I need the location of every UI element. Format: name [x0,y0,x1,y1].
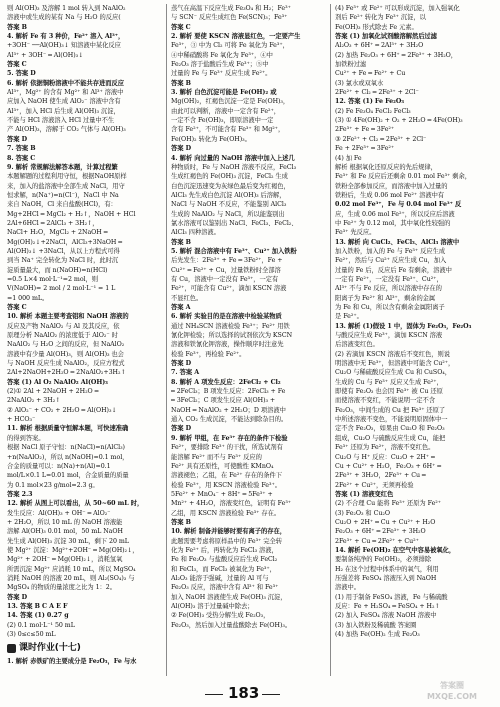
text-line: 能溶解 Fe²⁺ 而不与 Fe³⁺ 反应的 [171,453,262,461]
text-line: Cu + Cu²⁺ + H₂O，Fe₂O₃ + 6H⁺ ═ [335,462,442,470]
text-line: 答案 D [171,360,192,368]
text-line: 蒸气在高温下反应生成 Fe₃O₄ 和 H₂；Fe³⁺ [171,5,291,12]
text-line: 14. 解析 Fe(OH)₂ 在空气中容易被氧化， [335,546,456,554]
text-line: 通过 NH₄SCN 溶液检验 Fe³⁺；Fe²⁺ 用铁 [171,322,290,330]
text-line: (2)① 2Al + 2NaOH + 2H₂O ═ [7,388,99,396]
watermark-line: 答案圈 [440,681,464,690]
text-line: ② Fe(OH)₃ 受热分解生成 Fe₂O₃， [171,612,270,620]
text-line: 11. 解析 根据质量守恒解本题，可快速准确 [7,425,129,433]
text-line: + HCO₃⁻ [7,416,36,424]
text-line: 检验 Fe³⁺，用 KSCN 溶液检验 Fe³⁺。 [171,481,281,489]
text-line: (3) 0≤c≤50 mL [7,631,56,639]
text-line: 中 Fe²⁺ 为 0.12 mol，其中氧化性较强的 [335,219,451,227]
text-line: 2Fe³⁺ + Cu ═ 2Fe²⁺ + Cu²⁺ [335,537,419,545]
text-line: 剂后 Fe²⁺ 转化为 Fe³⁺ 沉淀，以 [335,14,426,22]
text-line: Fe²⁺，要排除 Fe³⁺ 的干扰，所选试剂有 [171,444,283,452]
text-line: 5Fe²⁺ + MnO₄⁻ + 8H⁺ ═ 5Fe³⁺ + [171,490,273,498]
text-line: 所需沉淀 Mg²⁺ 应消耗 10 mL，所以 MgSO₄ [7,565,136,573]
text-line: Al³⁺ + 3OH⁻ ═ Al(OH)₃↓ [7,51,84,59]
text-line: 1. 解析 赤铁矿的主要成分是 Fe₂O₃，Fe 与水 [7,658,137,666]
page-number: 183 [228,684,260,702]
text-line: 2Fe²⁺ + Cu²⁺，无须再检验 [335,481,414,489]
text-line: 5. 答案 D [7,70,36,78]
text-line: (2) 0.1 mol·L⁻¹ 50 mL [7,621,75,629]
text-line: 种物质时，Fe 与 NaOH 溶液不反应，FeCl₃ [171,163,297,171]
text-line: Al(OH)₃↓ +3NaCl，从以上方程式可得 [7,247,120,255]
text-line: 与酸反应生成 Fe³⁺，滴加 KSCN 溶液 [335,332,443,340]
text-line: (2) 加入 FeSO₄ 溶液 NaOH 溶液中 [335,612,437,620]
text-line: 后先发生：2Fe³⁺ + Fe ═ 3Fe²⁺，Fe + [171,257,283,265]
text-line: 产 Al(OH)₃，溶解于 CO₂ 气体与 Al(OH)₃ [7,126,126,134]
text-line: 答案 B [171,79,191,87]
text-line: 溶液中或生成的某有 Na 与 H₂O 的反应( [7,14,121,22]
text-line: mol/L×0.1 L=0.01 mol，合金质量的质量 [7,472,129,480]
text-line: NaAlO₂ 与 H₂O 之间的反应，但 NaAlO₂ [7,341,125,349]
text-line: 4. 解析 向过量的 NaOH 溶液中加入上述几 [171,154,295,162]
text-line: 与 SCN⁻ 反应生成红色 Fe(SCN)₃；Fe³⁺ [171,14,288,22]
text-line: 消耗 NaOH 的溶液 20 mL，则 Al₂(SO₄)₃ 与 [7,574,135,582]
text-line: Fe₂O₃ 溶于盐酸后生成 Fe³⁺；⑤中 [171,61,269,69]
text-line: 12. 解析 从图上可以看出，从 50~60 mL 时， [7,500,144,508]
text-line: 由此可以判断，溶液中一定含有 Fe²⁺， [171,107,281,115]
text-line: 溶液褪色；乙组，在 Fe²⁺ 存在的条件下 [171,472,283,480]
text-line: 氰化钾检验；所以选择的试剂依次为 KSCN [171,332,293,340]
text-line: ④中稀硝酸将 Fe 氧化为 Fe³⁺，④中 [171,51,273,59]
text-line: 2Al+2NaOH+2H₂O ═ 2NaAlO₂+3H₂↑ [7,369,126,377]
text-line: (2) 若滴加 KSCN 溶液后不变红色，则说 [335,350,450,358]
text-line: 加入铁粉，加入的 Fe 与 Fe³⁺ 反应生成 [335,247,446,255]
text-line: 不显红色。 [171,294,203,302]
text-line: Al³⁺ 不与 Fe 反应，所以溶液中存在的 [335,285,442,293]
text-line: Fe + 2Fe³⁺ ═ 3Fe²⁺ [335,145,395,153]
text-line: 溶液中有少量 Al(OH)₃，则 Al(OH)₃ 也会 [7,350,124,358]
text-line: Al₂O₃ + 6H⁺ ═ 2Al³⁺ + 3H₂O [335,42,424,50]
text-line: AlCl₃ 四种溶液。 [171,229,220,237]
text-line: Fe(OH)₂ 转化为 Fe(OH)₃。 [171,135,251,143]
text-line: 铁粉全部参加反应，而溶液中加入过量的 [335,182,448,190]
text-line: 8. 解析 A 项发生反应：2FeCl₂ + Cl₂ [171,378,281,386]
text-line: Fe₂O₃，中间生成的 Cu 把 Fe³⁺ 还原了 [335,406,446,414]
text-line: 2Al+6HCl ═ 2AlCl₃ + 3H₂↑， [7,219,99,227]
answer-column-right [335,4,495,676]
text-line: 通入 CO₂ 生成沉淀，不能达到除杂目的。 [171,416,288,424]
text-line: 检验 Fe³⁺，再检验 Fe²⁺。 [171,350,246,358]
watermark-line: MXQE.COM [426,692,478,701]
text-line: 恒求解，n(Na⁺)=n(Cl⁻)，NaCl 中 Na [7,191,119,199]
text-line: 7. 答案 B [7,145,36,153]
text-line: Al₂O₃ 能溶于强碱，过量的 Al 可与 [171,574,269,582]
text-line: 8. 答案 C [7,154,36,162]
text-line: 解析 根据氧化还原反应的先后规律， [335,163,437,171]
text-line: (3) 加入铁粉及稀硫酸 答案圈 [335,621,417,629]
text-line: 溶液和铁氰化钾溶液，操作顺序时注意先 [171,341,284,349]
text-line: Fe(OH)₃ 形式除去 Fe 元素。 [335,23,418,31]
text-line: (4) 加热 Fe(OH)₂ 生成 Fe₂O₃ [335,631,420,639]
text-line: Cu²⁺ ═ Fe²⁺ + Cu，过量铁粉时全部溶 [171,266,281,274]
text-line: 使 Mg²⁺ 沉淀：Mg²⁺+2OH⁻ ═ Mg(OH)₂↓， [7,546,139,554]
text-line: 2Fe²⁺ + Cl₂ ═ 2Fe³⁺ + 2Cl⁻ [335,89,419,97]
text-line: 是 Fe²⁺。 [335,313,363,321]
text-line: Fe³⁺ 先反应。 [335,229,376,237]
text-line: 先生成 Al(OH)₃ 沉淀 30 mL，剩下 20 mL [7,537,129,545]
footer-dash-right [262,694,280,695]
text-line: Cu₂O 与稀硫酸反应生成 Cu 和 CuSO₄， [335,369,452,377]
text-line: 答案 (1) Al O₂ NaAlO₂ Al(OH)₃ [7,378,108,386]
text-line: Mn²⁺ + 4H₂O，溶液变红色，证明有 Fe³⁺ [171,500,292,508]
text-line: MgSO₄ 的物质的量浓度之比为 1：2。 [7,584,117,592]
text-line: 过量的 Fe 后，反应后 Fe 有剩余，溶液中 [335,266,452,274]
text-line: 7. 答案 A [171,369,200,377]
text-line: 答案 D [171,425,192,433]
text-line: Cu₂O + 2H⁺ ═ Cu + Cu²⁺ + H₂O [335,518,436,526]
text-line: 答案 D [7,593,28,601]
text-line: 反应及产物 NaAlO₂ 与 Al 及其反应，依 [7,322,120,330]
text-line: 和 FeCl₃，而 FeCl₃ 被氧化为 Fe³⁺， [171,565,276,573]
text-line: NaCl 与 NaOH 不反应，不能鉴别 AlCl₃ [171,201,287,209]
text-line: 后溶液变红色。 [335,341,379,349]
text-line: =1 000 mL。 [7,294,49,302]
text-line: 即使有 Fe₂O₃ 也会因 Fe³⁺ 被 Cu 还原 [335,388,443,396]
text-line: 生成红褐色的 Fe(OH)₃ 沉淀，FeCl₂ 生成 [171,173,288,181]
text-line: Cu₂O 与 H⁺ 反应：Cu₂O + 2H⁺ ═ [335,453,435,461]
text-line: 过量的 Fe 与 Fe³⁺ 反应生成 Fe²⁺。 [171,70,272,78]
text-line: (4) 加 Fe [335,154,362,162]
footer-dash-left [205,694,223,695]
text-line: Mg²⁺ + 2OH⁻ ═ Mg(OH)₂↓，消耗氢氧 [7,556,123,564]
text-line: 答案 (1) 加氧化试剂酸溶解然后过滤 [335,33,437,41]
text-line: 答案 A [171,304,191,311]
text-line: Fe²⁺，可能含有 Cu²⁺，滴加 KSCN 溶液 [171,285,287,293]
text-line: 3. 解析 白色沉淀可能是 Fe(OH)₂ 或 [171,89,277,97]
text-line: 与 NaOH 反应生成 NaAlO₂，反应方程式 [7,360,125,368]
text-line: +n(NaAlO₂)，所以 n(NaOH)=0.1 mol， [7,453,129,461]
text-line: 答案 C [171,23,191,31]
column-divider [330,4,331,676]
text-line: 合金的质量可以：n(Na)+n(Al)=0.1 [7,462,111,470]
text-line: 淀质量最大，而 n(NaOH)=n(HCl) [7,266,108,274]
text-line: 发生反应：Al(OH)₃ + OH⁻ ═ AlO₂⁻ [7,509,111,517]
text-line: Fe₂O₃ 反应，溶液中含有 Al³⁺ 和 Fe³⁺ [171,584,279,592]
column-divider [166,4,167,676]
text-line: (3) ① 4Fe(OH)₂ + O₂ + 2H₂O ═ 4Fe(OH)₃ [335,117,463,125]
text-line: 而使溶液不变红，不能说明一定不含 [335,397,435,405]
text-line: NaOH ═ NaAlO₂ + 2H₂O；D 项溶液中 [171,406,286,414]
text-line: 13. 解析 (1)假设 1 中，固体为 Fe₂O₃，Fe₂O₃ [335,322,472,330]
text-line: 原理分析 NaAlO₂ 的浓度低于 AlO₂⁻ 时 [7,332,118,340]
text-line: Al(OH)₃ 溶于过量碱中除去； [171,603,254,610]
text-line: 一定不含 Fe(OH)₃，即原溶液中一定 [171,117,274,125]
text-line: 溶液中。 [335,584,360,592]
text-line: 答案 B [171,238,191,246]
text-line: NaCl+ H₂O，MgCl₂ + 2NaOH ═ [7,229,108,237]
answer-column-left [7,4,165,676]
text-line: 9. 解析 甲组，在 Fe³⁺ 存在的条件下检验 [171,434,288,442]
text-line: Fe³⁺ 还原为 Fe²⁺，溶液不变红色。 [335,444,435,452]
text-line: 中所述溶液不变色，不能说明原固体中一 [335,416,448,424]
text-line: Fe³⁺ 和 Fe 反应后还剩余 0.01 mol Fe³⁺ 剩余， [335,173,472,181]
text-line: 含有 Fe²⁺，不可能含有 Fe³⁺ 和 Mg²⁺， [171,126,285,134]
text-line: 10. 解析 制备并能够时要有离子的存在， [171,528,287,536]
text-line: (3) 氯水或双氧水 [335,79,384,87]
text-line: Mg+2HCl ═ MgCl₂ + H₂↑，NaOH + HCl [7,210,136,218]
text-line: 答案 C [7,61,27,69]
text-line: Fe²⁺，然后与 Cu²⁺ 反应生成 Cu，加入 [335,257,447,265]
text-line: ═ 3FeCl₂；C 项发生反应 Al(OH)₃ + [171,397,276,405]
text-line: 应，生成 0.06 mol Fe²⁺，所以反应后溶液 [335,210,455,218]
section-title: 课时作业(十七) [19,642,81,653]
text-line: Fe₂O₃，然后加入过量盐酸除去 Fe(OH)₃。 [171,621,292,629]
text-line: Fe 和 Fe₂O₃ 与盐酸反应后生成 FeCl₂ [171,556,278,564]
text-line: 压强差将 FeSO₄ 溶液压入到 NaOH [335,574,437,582]
text-line: 2. 解析 要使 KSCN 溶液显红色，一定要产生 [171,33,301,41]
text-line: 白色沉淀迅速变为灰绿色最后变为红褐色， [171,182,290,190]
text-line: (2) Fe Fe₃O₄ FeCl₂ FeCl₃ [335,107,411,115]
text-line: Fe³⁺，③ 中为 Cl₂ 可将 Fe 氧化为 Fe³⁺， [171,42,289,50]
text-line: 则 Al(OH)₃ 及溶解 1 mol 转入到 NaAlO₂ [7,5,126,12]
text-line: 溶解 Al(OH)₃ 0.01 mol，50 mL NaOH [7,528,123,536]
text-line: 2NaAlO₂ + 3H₂↑ [7,397,61,405]
text-line: 阳离子为 Fe²⁺ 和 Al³⁺，剩余的金属 [335,294,436,302]
text-line: Al³⁺，Mg²⁺ 的含有 Mg²⁺ 和 Al³⁺ 溶液中 [7,89,124,97]
text-line: (2) 不合理 Cu 能将 Fe³⁺ 还原为 Fe²⁺ [335,500,442,508]
text-line: 4. 解析 Fe 有 3 种价，Fe²⁺ 溶入 Al³⁺， [7,33,125,41]
text-line: 答案 D [7,135,28,143]
text-line: ═ 2FeCl₃；B 项发生反应：2FeCl₃ + Fe [171,388,286,396]
text-line: 的得到答案。 [7,434,45,442]
text-line: 生成的 Cu 与 Fe³⁺ 反应又生成 Fe²⁺， [335,378,443,386]
text-line: 答案 B [7,23,27,31]
text-line: 9. 解析 常规解法解答本题，计算过程繁 [7,163,118,171]
text-line: +3OH⁻ ──Al(OH)₃↓ 知溶液中某化反应 [7,42,121,50]
watermark-logo [407,680,497,704]
section-heading [7,640,165,656]
text-line: AlCl₃ 先生成白色沉淀 Al(OH)₃ 后溶解， [171,191,286,199]
text-line: 加铁粉过滤 [335,61,367,69]
text-line: 14. 答案 (1) 0.27 g [7,612,69,620]
text-line: 13. 解析 向 CuCl₂、FeCl₃、AlCl₃ 溶液中 [335,238,460,246]
text-line: 一定有 Fe²⁺，一定没有 Fe³⁺、Cu²⁺， [335,275,443,283]
text-line: 明溶液中无 Fe³⁺，但溶液中可能含 Cu²⁺， [335,360,455,368]
text-line: 生成的 NaAlO₂ 与 NaCl，所以能鉴别出 [171,210,285,218]
text-line: 不能与 HCl 溶液溶入 HCl 过量中不生 [7,117,115,125]
text-line: 来自 NaOH，Cl 来自盐酸(HCl)，有： [7,201,117,209]
text-line: 本题解题的过程利用守恒，根据NaOH原样 [7,173,127,181]
text-line: 5. 解析 混合溶液中有 Fe³⁺、Cu²⁺ 加入铁粉 [171,247,297,255]
text-line: 化为 Fe²⁺ 后，再转化为 FeCl₃ 溶液， [171,546,278,554]
text-line: 为 Fe 和 Cu，所以含有剩余金属阳离子 [335,304,445,311]
text-line: 乙组，用 KSCN 溶液检验 Fe³⁺ 存在。 [171,509,281,517]
text-line: Mg(OH)₂，红褐色沉淀一定是 Fe(OH)₃， [171,98,290,106]
text-line: (1) 用于制备 FeSO₄ 溶液，Fe 与稀硫酸 [335,593,448,601]
text-line: Fe²⁺ 具有还原性，可使酸性 KMnO₄ [171,462,274,470]
text-line: 6. 解析 依据铜粉溶液中不能共存进而反应 [7,79,124,87]
text-line: Mg(OH)₂↓+2NaCl，AlCl₃+3NaOH ═ [7,238,123,246]
text-line: 应加入 NaOH 使生成 AlO₂⁻ 溶液中含有 [7,98,121,106]
text-line: 定不含 Fe₂O₃，如果由 Cu₂O 和 Fe₂O₃ [335,425,445,433]
section-icon [7,644,16,653]
text-line: 答案 D [171,145,192,153]
text-line: 13. 答案 B C A E F [7,603,68,610]
text-line: 根据 NaCl 原子守恒：n(NaCl)=n(AlCl₃) [7,444,125,452]
text-line: 加入 NaOH 溶液使生成 Fe(OH)₃ 沉淀， [171,593,287,601]
text-line: ③ 2Fe²⁺ + Cl₂ ═ 2Fe³⁺ + 2Cl⁻ [335,135,427,143]
text-line: ② AlO₂⁻ + CO₂ + 2H₂O ═ Al(OH)₃↓ [7,406,117,414]
text-line: 氯水溶液可以鉴别出 NaCl、FeCl₃、FeCl₂、 [171,219,298,227]
text-line: 有 Cu，溶液中一定没有 Fe³⁺，一定有 [171,275,279,283]
text-line: 2Fe³⁺ + Fe ═ 3Fe²⁺ [335,126,395,134]
text-line: 答案 C [7,304,27,311]
text-line: 12. 答案 (1) Fe Fe₂O₃ [335,98,404,106]
text-line: 10. 解析 本题主要考查铝和 NaOH 溶液的 [7,313,129,321]
text-line: (3) Fe₂O₃ 和 Cu₂O [335,509,390,517]
text-line: Al³⁺，加入 HCl 后生成 Al(OH)₃ 沉淀， [7,107,120,115]
text-line: 6. 解析 实验目的是在溶液中检验某物质 [171,313,282,321]
text-line: 2Fe³⁺ + 3H₂O，2Fe³⁺ + Cu ═ [335,472,426,480]
text-line: =0.5 L×4 mol·L⁻¹=2 mol，则 [7,275,99,283]
text-line: V(NaOH)= 2 mol / 2 mol·L⁻¹ = 1 L [7,285,116,293]
text-line: 组成，Cu₂O 与硫酸反应生成 Cu，能把 [335,434,446,442]
text-line: Fe₂O₃ + 6H⁺ ═ 2Fe³⁺ + 3H₂O [335,528,426,536]
text-line: 此题需要考虑将原样品中的 Fe³⁺ 完全转 [171,537,283,545]
text-line: 来，加入的盐溶液中全部生成 NaCl，用守 [7,182,125,190]
text-line: 答案 B [171,518,191,526]
answer-column-middle [171,4,329,676]
text-line: 答案 2.3 [7,490,33,498]
text-line: Cu²⁺ + Fe ═ Fe²⁺ + Cu [335,70,406,78]
text-line: 为 0.1 mol×23 g/mol=2.3 g。 [7,481,99,489]
text-line: (2) 加热 Fe₂O₃ + 6H⁺ ═ 2Fe³⁺ + 3H₂O， [335,51,458,59]
text-line: 0.02 mol Fe³⁺，Fe 与 0.04 mol Fe³⁺ 反 [335,201,462,209]
text-line: 答案 (1) 溶液变红色 [335,490,394,498]
text-line: + 2H₂O，所以 10 mL 的 NaOH 溶液能 [7,518,123,526]
text-line: 到当 Na⁺ 完全转化为 NaCl 时，此时沉 [7,257,119,265]
text-line: 要制备纯净的 Fe(OH)₂，必须排除 [335,556,432,564]
text-line: (4) Fe³⁺ 或 Fe²⁺ 可以形成沉淀，加入强氧化 [335,5,460,12]
text-line: 铁粉后，生成 0.06 mol Fe²⁺ 溶液中有 [335,191,445,199]
text-line: 反应：Fe + H₂SO₄ ═ FeSO₄ + H₂↑ [335,603,440,610]
text-line: H₂ 在这个过程中体系中的氧气，利用 [335,565,439,573]
